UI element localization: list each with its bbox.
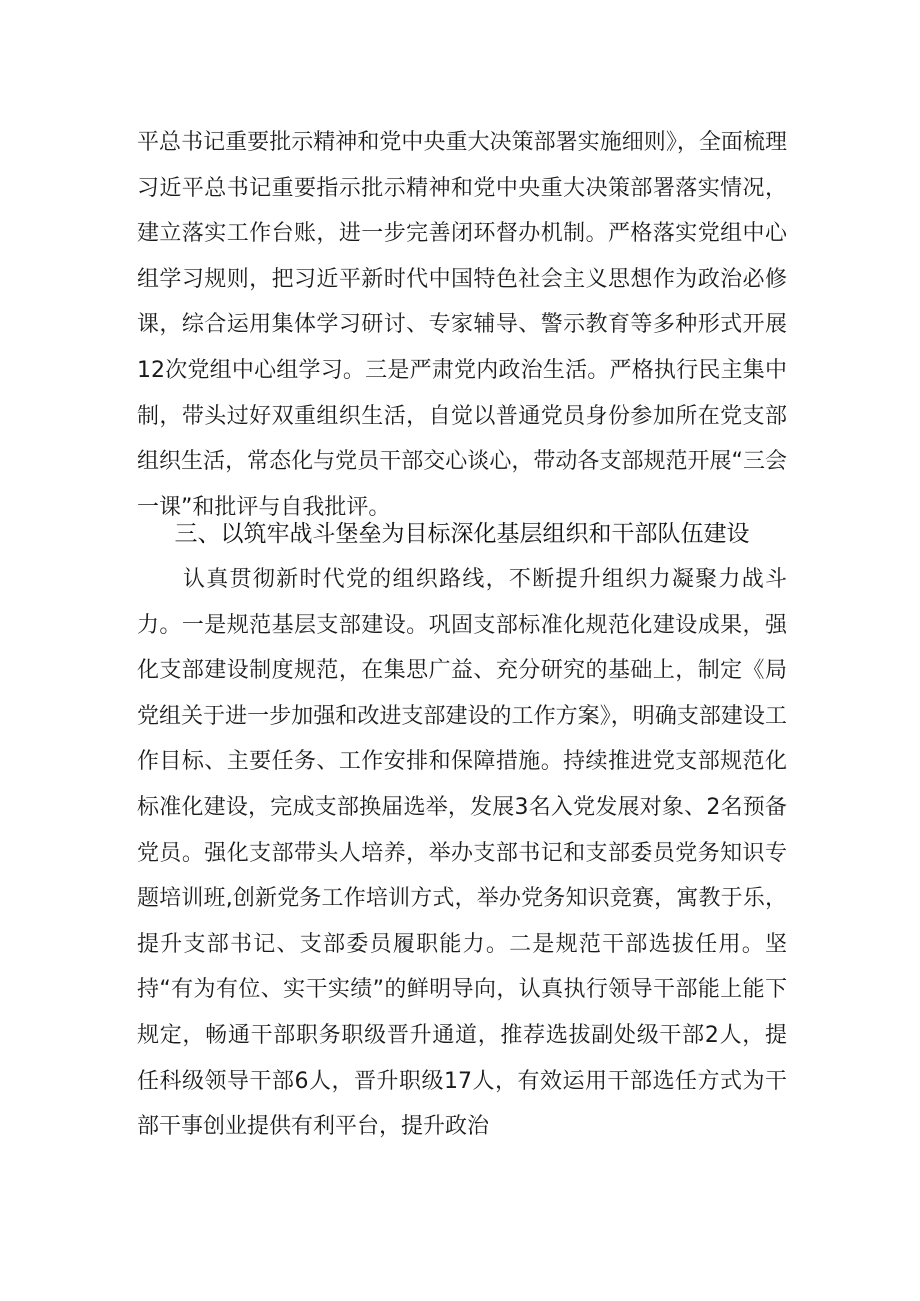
section-paragraph: 认真贯彻新时代党的组织路线，不断提升组织力凝聚力战斗力。一是规范基层支部建设。巩固支部标准化规范化建设成果，强化支部建设制度规范，在集思广益、充分研究的基础上，制定《局党组关于进一步加强和改进支部建设的工作方案》，明确支部建设工作目标、主要任务、工作安排和保障措施。持续推进党支部规范化标准化建设，完成支部换届选举，发展3名入党发展对象、2名预备党员。强化支部带头人培养，举办支部书记和支部委员党务知识专题培训班,创新党务工作培训方式，举办党务知识竞赛，寓教于乐，提升支部书记、支部委员履职能力。二是规范干部选拔任用。坚持“有为有位、实干实绩”的鲜明导向，认真执行领导干部能上能下规定，畅通干部职务职级晋升通道，推荐选拔副处级干部2人，提任科级领导干部6人，晋升职级17人，有效运用干部选任方式为干部干事创业提供有利平台，提升政治 <box>137 567 787 1140</box>
body-text-continued <box>137 120 787 530</box>
body-text-section <box>137 557 787 1150</box>
paragraph-continued: 平总书记重要批示精神和党中央重大决策部署实施细则》，全面梳理习近平总书记重要指示批示精神和党中央重大决策部署落实情况，建立落实工作台账，进一步完善闭环督办机制。严格落实党组中心组学习规则，把习近平新时代中国特色社会主义思想作为政治必修课，综合运用集体学习研讨、专家辅导、警示教育等多种形式开展12次党组中心组学习。三是严肃党内政治生活。严格执行民主集中制，带头过好双重组织生活，自觉以普通党员身份参加所在党支部组织生活，常态化与党员干部交心谈心，带动各支部规范开展“三会一课”和批评与自我批评。 <box>137 130 787 520</box>
section-heading: 三、以筑牢战斗堡垒为目标深化基层组织和干部队伍建设 <box>174 521 750 547</box>
